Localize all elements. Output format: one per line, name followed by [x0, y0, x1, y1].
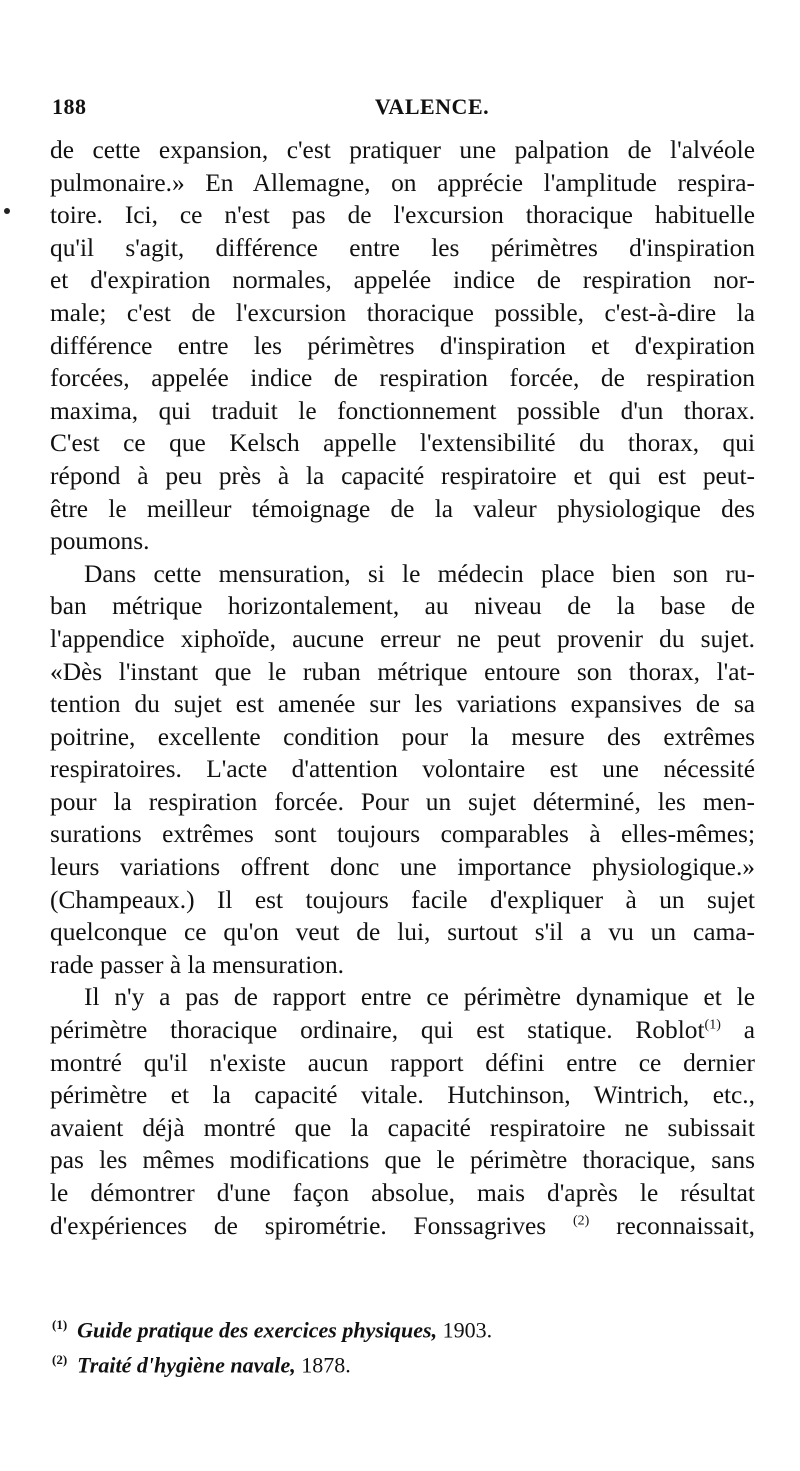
text-line: pulmonaire.» En Allemagne, on apprécie l'amplitude respira-: [50, 168, 755, 197]
text-line: quelconque ce qu'on veut de lui, surtout s'il a vu un cama-: [50, 918, 755, 947]
text-line: respiratoires. L'acte d'attention volontaire est une nécessité: [50, 755, 755, 784]
text-line: surations extrêmes sont toujours comparables à elles-mêmes;: [50, 820, 755, 849]
text-line: pour la respiration forcée. Pour un sujet déterminé, les men-: [50, 787, 755, 816]
text-line: montré qu'il n'existe aucun rapport défini entre ce dernier: [50, 1048, 755, 1077]
text-line: Il n'y a pas de rapport entre ce périmètre dynamique et le: [84, 983, 755, 1012]
text-fragment: reconnaissait,: [616, 1211, 755, 1240]
text-line: C'est ce que Kelsch appelle l'extensibilité du thorax, qui: [50, 429, 755, 458]
footnote: [52, 1345, 752, 1380]
page-header: [52, 94, 752, 128]
text-line: (Champeaux.) Il est toujours facile d'expliquer à un sujet: [50, 885, 755, 914]
footnote-title: Traité d'hygiène navale,: [77, 1352, 296, 1378]
text-line: male; c'est de l'excursion thoracique possible, c'est-à-dire la: [50, 298, 755, 327]
text-line: rade passer à la mensuration.: [50, 950, 344, 979]
text-line: de cette expansion, c'est pratiquer une palpation de l'alvéole: [50, 136, 755, 164]
text-line: pas les mêmes modifications que le périmètre thoracique, sans: [50, 1146, 755, 1175]
text-line: tention du sujet est amenée sur les variations expansives de sa: [50, 690, 755, 719]
text-line: avaient déjà montré que la capacité respiratoire ne subissait: [50, 1113, 755, 1142]
footnote-ref: (1): [704, 1017, 721, 1033]
text-line: [50, 1210, 755, 1243]
margin-mark: [4, 208, 10, 214]
footnote-title: Guide pratique des exercices physiques,: [77, 1317, 438, 1343]
text-fragment: a: [743, 1016, 755, 1045]
text-line: périmètre et la capacité vitale. Hutchinson, Wintrich, etc.,: [50, 1081, 755, 1110]
text-line: maxima, qui traduit le fonctionnement possible d'un thorax.: [50, 396, 755, 425]
footnote-date: 1878.: [301, 1352, 351, 1378]
text-line: qu'il s'agit, différence entre les périmètres d'inspiration: [50, 233, 755, 262]
footnote-ref: (2): [572, 1213, 590, 1229]
text-line: répond à peu près à la capacité respiratoire et qui est peut-: [50, 461, 755, 490]
text-line: forcées, appelée indice de respiration forcée, de respiration: [50, 364, 755, 393]
text-line: [50, 1014, 755, 1047]
body-text: [50, 134, 755, 1242]
text-fragment: périmètre thoracique ordinaire, qui est statique. Roblot: [50, 1016, 705, 1045]
text-line: différence entre les périmètres d'inspiration et d'expiration: [50, 331, 755, 360]
footnote-mark: (1): [52, 1317, 68, 1332]
page-number: 188: [52, 94, 87, 119]
footnote-mark: (2): [52, 1352, 68, 1368]
footnote-date: 1903.: [442, 1317, 493, 1343]
text-fragment: d'expériences de spirométrie. Fonssagrives: [50, 1211, 547, 1240]
footnote: [52, 1310, 752, 1345]
text-line: et d'expiration normales, appelée indice de respiration nor-: [50, 266, 755, 295]
text-line: poumons.: [50, 527, 150, 556]
running-head: VALENCE.: [374, 94, 490, 119]
text-line: leurs variations offrent donc une importance physiologique.»: [50, 853, 755, 882]
text-line: Dans cette mensuration, si le médecin place bien son ru-: [84, 559, 755, 588]
text-line: poitrine, excellente condition pour la mesure des extrêmes: [50, 722, 755, 751]
text-line: le démontrer d'une façon absolue, mais d'après le résultat: [50, 1179, 755, 1207]
text-line: toire. Ici, ce n'est pas de l'excursion thoracique habituelle: [50, 201, 755, 230]
text-line: l'appendice xiphoïde, aucune erreur ne peut provenir du sujet.: [50, 624, 755, 653]
footnotes: [52, 1310, 752, 1381]
text-line: «Dès l'instant que le ruban métrique entoure son thorax, l'at-: [50, 657, 755, 686]
text-line: ban métrique horizontalement, au niveau de la base de: [50, 592, 755, 621]
text-line: être le meilleur témoignage de la valeur physiologique des: [50, 494, 755, 523]
